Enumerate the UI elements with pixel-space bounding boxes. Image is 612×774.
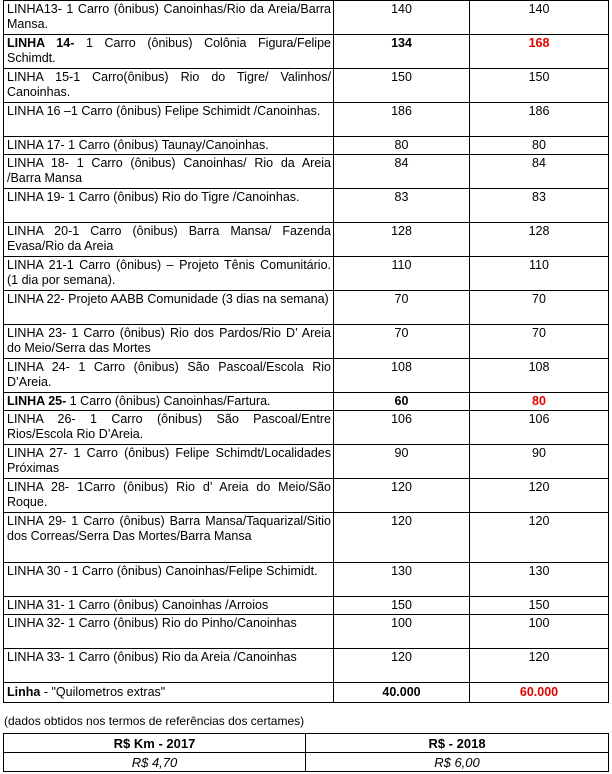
price-table <box>3 733 609 772</box>
km-2017: 130 <box>334 563 470 597</box>
km-2017: 83 <box>334 189 470 223</box>
km-2018: 83 <box>470 189 609 223</box>
km-2017: 108 <box>334 359 470 393</box>
table-row <box>4 411 609 445</box>
table-row <box>4 291 609 325</box>
table-row <box>4 35 609 69</box>
table-row <box>4 325 609 359</box>
price-header-2017: R$ Km - 2017 <box>4 734 306 753</box>
km-2017: 140 <box>334 1 470 35</box>
route-description: LINHA 32- 1 Carro (ônibus) Rio do Pinho/Canoinhas <box>4 615 334 649</box>
routes-table <box>3 0 609 703</box>
km-2017: 110 <box>334 257 470 291</box>
route-description: LINHA 23- 1 Carro (ônibus) Rio dos Pardos/Rio D’ Areia do Meio/Serra das Mortes <box>4 325 334 359</box>
route-description: LINHA 30 - 1 Carro (ônibus) Canoinhas/Felipe Schimidt. <box>4 563 334 597</box>
km-2017: 84 <box>334 155 470 189</box>
table-row <box>4 223 609 257</box>
route-description: LINHA 22- Projeto AABB Comunidade (3 dias na semana) <box>4 291 334 325</box>
km-2017: 90 <box>334 445 470 479</box>
km-2018: 80 <box>470 137 609 155</box>
table-row <box>4 649 609 683</box>
km-2018: 120 <box>470 479 609 513</box>
route-description: LINHA 15-1 Carro(ônibus) Rio do Tigre/ Valinhos/ Canoinhas. <box>4 69 334 103</box>
km-2017: 60 <box>334 393 470 411</box>
total-label: Linha - "Quilometros extras" <box>4 683 334 703</box>
table-row <box>4 597 609 615</box>
table-row <box>4 1 609 35</box>
km-2018: 168 <box>470 35 609 69</box>
km-2017: 186 <box>334 103 470 137</box>
km-2017: 120 <box>334 513 470 563</box>
route-description: LINHA 28- 1Carro (ônibus) Rio d’ Areia do Meio/São Roque. <box>4 479 334 513</box>
km-2018: 128 <box>470 223 609 257</box>
km-2017: 120 <box>334 479 470 513</box>
km-2018: 70 <box>470 325 609 359</box>
km-2018: 80 <box>470 393 609 411</box>
route-description: LINHA 16 –1 Carro (ônibus) Felipe Schimidt /Canoinhas. <box>4 103 334 137</box>
table-row <box>4 189 609 223</box>
table-row <box>4 513 609 563</box>
km-2017: 70 <box>334 325 470 359</box>
km-2018: 106 <box>470 411 609 445</box>
km-2018: 110 <box>470 257 609 291</box>
table-row <box>4 69 609 103</box>
km-2018: 130 <box>470 563 609 597</box>
table-row <box>4 257 609 291</box>
route-description: LINHA 20-1 Carro (ônibus) Barra Mansa/ Fazenda Evasa/Rio da Areia <box>4 223 334 257</box>
table-row <box>4 734 609 753</box>
price-value-2018: R$ 6,00 <box>306 753 609 772</box>
route-description: LINHA 25- 1 Carro (ônibus) Canoinhas/Fartura. <box>4 393 334 411</box>
route-description: LINHA 33- 1 Carro (ônibus) Rio da Areia /Canoinhas <box>4 649 334 683</box>
km-2018: 100 <box>470 615 609 649</box>
table-row <box>4 563 609 597</box>
table-row <box>4 359 609 393</box>
table-row <box>4 155 609 189</box>
km-2017: 100 <box>334 615 470 649</box>
km-2018: 140 <box>470 1 609 35</box>
km-2017: 120 <box>334 649 470 683</box>
km-2018: 150 <box>470 69 609 103</box>
km-2017: 70 <box>334 291 470 325</box>
route-description: LINHA13- 1 Carro (ônibus) Canoinhas/Rio da Areia/Barra Mansa. <box>4 1 334 35</box>
total-km-2017: 40.000 <box>334 683 470 703</box>
km-2017: 80 <box>334 137 470 155</box>
table-row <box>4 393 609 411</box>
route-description: LINHA 29- 1 Carro (ônibus) Barra Mansa/Taquarizal/Sitio dos Correas/Serra Das Mortes/Barra Mansa <box>4 513 334 563</box>
price-value-2017: R$ 4,70 <box>4 753 306 772</box>
table-row <box>4 103 609 137</box>
source-note: (dados obtidos nos termos de referências dos certames) <box>4 714 305 728</box>
route-description: LINHA 27- 1 Carro (ônibus) Felipe Schimdt/Localidades Próximas <box>4 445 334 479</box>
km-2018: 70 <box>470 291 609 325</box>
total-row <box>4 683 609 703</box>
km-2018: 120 <box>470 649 609 683</box>
route-description: LINHA 19- 1 Carro (ônibus) Rio do Tigre /Canoinhas. <box>4 189 334 223</box>
km-2018: 150 <box>470 597 609 615</box>
km-2017: 106 <box>334 411 470 445</box>
route-description: LINHA 18- 1 Carro (ônibus) Canoinhas/ Rio da Areia /Barra Mansa <box>4 155 334 189</box>
km-2017: 150 <box>334 597 470 615</box>
route-description: LINHA 21-1 Carro (ônibus) – Projeto Tênis Comunitário. (1 dia por semana). <box>4 257 334 291</box>
km-2018: 120 <box>470 513 609 563</box>
route-description: LINHA 14- 1 Carro (ônibus) Colônia Figura/Felipe Schimdt. <box>4 35 334 69</box>
route-description: LINHA 24- 1 Carro (ônibus) São Pascoal/Escola Rio D’Areia. <box>4 359 334 393</box>
route-description: LINHA 17- 1 Carro (ônibus) Taunay/Canoinhas. <box>4 137 334 155</box>
price-header-2018: R$ - 2018 <box>306 734 609 753</box>
km-2017: 134 <box>334 35 470 69</box>
table-row <box>4 137 609 155</box>
table-row <box>4 445 609 479</box>
table-row <box>4 479 609 513</box>
route-description: LINHA 26- 1 Carro (ônibus) São Pascoal/Entre Rios/Escola Rio D’Areia. <box>4 411 334 445</box>
total-km-2018: 60.000 <box>470 683 609 703</box>
km-2018: 90 <box>470 445 609 479</box>
table-row <box>4 753 609 772</box>
table-row <box>4 615 609 649</box>
route-description: LINHA 31- 1 Carro (ônibus) Canoinhas /Arroios <box>4 597 334 615</box>
km-2018: 84 <box>470 155 609 189</box>
km-2018: 108 <box>470 359 609 393</box>
km-2017: 150 <box>334 69 470 103</box>
km-2018: 186 <box>470 103 609 137</box>
km-2017: 128 <box>334 223 470 257</box>
